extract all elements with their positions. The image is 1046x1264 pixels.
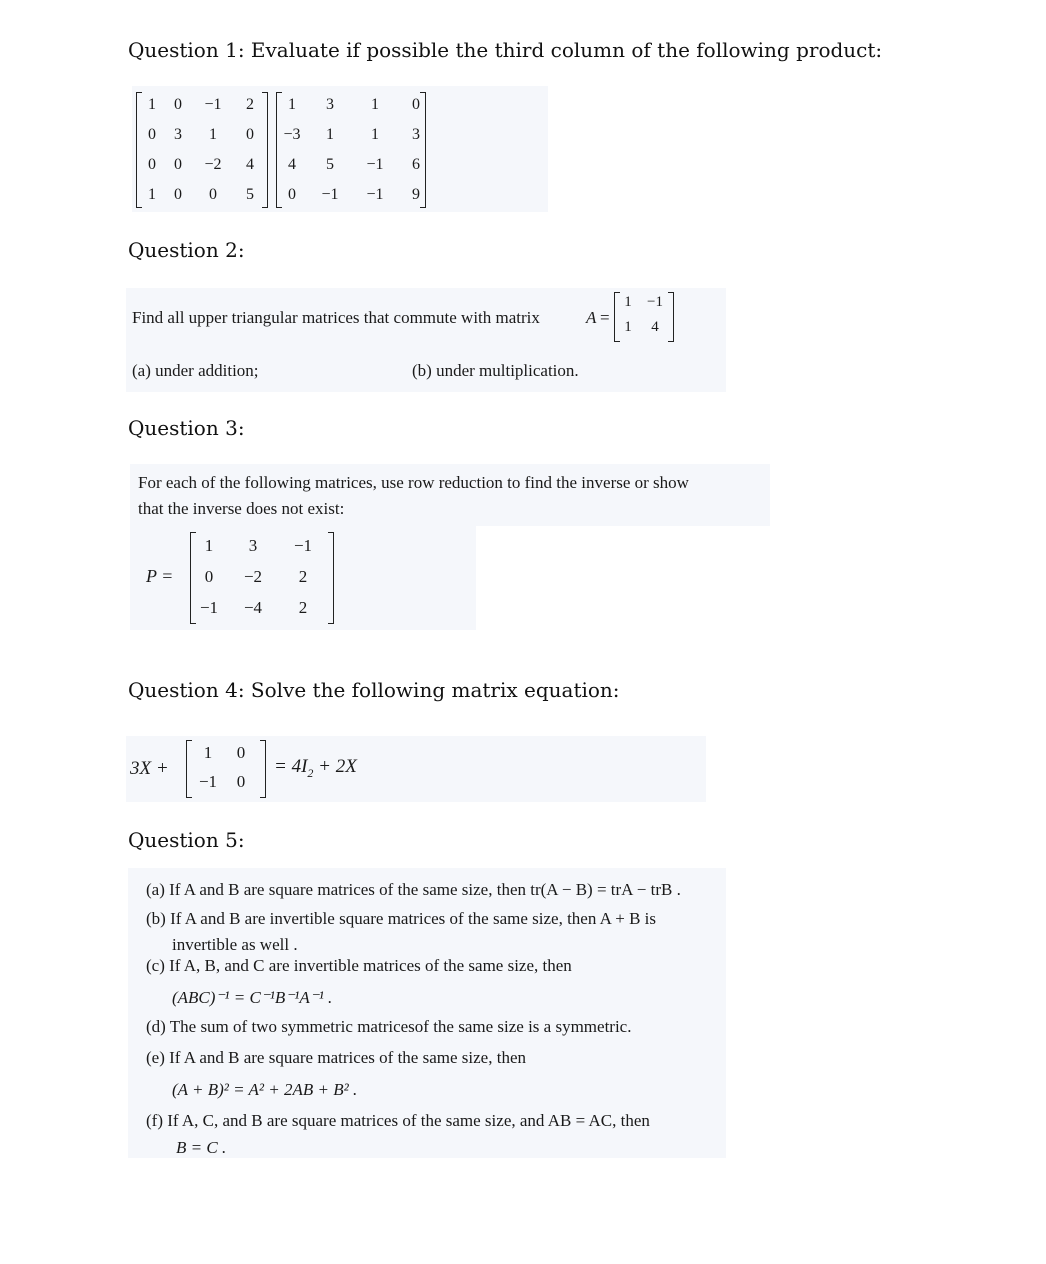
q5-item-b-line1: (b) If A and B are invertible square matrices of the same size, then A + B is <box>146 909 656 928</box>
q2-part-a: (a) under addition; <box>132 361 259 380</box>
matrix-cell: 0 <box>174 186 182 203</box>
q3-matrix-right-bracket <box>328 532 334 624</box>
matrix-cell: 0 <box>236 772 246 791</box>
question-3-title: Question 3: <box>128 416 245 440</box>
matrix-cell: −1 <box>321 186 339 203</box>
matrix-cell: 0 <box>174 96 182 113</box>
q3-text-line2: that the inverse does not exist: <box>138 499 345 518</box>
q1-matrix-b <box>278 90 436 210</box>
q5-item-b-line2: invertible as well . <box>172 935 298 954</box>
matrix-cell: 4 <box>246 156 254 173</box>
q4-rhs-sub: 2 <box>307 765 314 780</box>
matrix-cell: −1 <box>366 156 384 173</box>
q5-item-d: (d) The sum of two symmetric matricesof the same size is a symmetric. <box>146 1017 632 1036</box>
q3-label: P = <box>146 566 174 586</box>
q3-matrix <box>192 530 326 623</box>
matrix-cell: 1 <box>624 319 632 335</box>
matrix-cell: 0 <box>174 156 182 173</box>
matrix-cell: 1 <box>148 96 156 113</box>
q4-rhs <box>274 756 357 781</box>
matrix-cell: 2 <box>246 96 254 113</box>
matrix-cell: 4 <box>288 156 296 173</box>
q4-lhs: 3X + <box>130 758 169 779</box>
q4-rhs-b: + 2X <box>313 756 357 777</box>
matrix-cell: 3 <box>326 96 334 113</box>
matrix-cell: 0 <box>412 96 420 113</box>
matrix-cell: 0 <box>246 126 254 143</box>
matrix-cell: 0 <box>288 186 296 203</box>
q2-text: Find all upper triangular matrices that commute with matrix <box>132 308 540 327</box>
question-5-title: Question 5: <box>128 828 245 852</box>
matrix-cell: −4 <box>243 598 263 617</box>
matrix-cell: 1 <box>624 294 632 310</box>
matrix-cell: −1 <box>647 294 663 310</box>
matrix-cell: 4 <box>651 319 659 335</box>
matrix-cell: 3 <box>412 126 420 143</box>
q3-text-line1: For each of the following matrices, use row reduction to find the inverse or show <box>138 473 689 492</box>
matrix-cell: −3 <box>283 126 301 143</box>
matrix-cell: 3 <box>174 126 182 143</box>
q4-matrix <box>190 738 256 796</box>
q5-item-c-line2: (ABC)⁻¹ = C⁻¹B⁻¹A⁻¹ . <box>172 988 333 1007</box>
matrix-cell: −1 <box>198 772 218 791</box>
q2-part-b: (b) under multiplication. <box>412 361 579 380</box>
matrix-cell: −1 <box>366 186 384 203</box>
matrix-cell: 0 <box>236 743 246 762</box>
question-2-title: Question 2: <box>128 238 245 262</box>
matrix-cell: 1 <box>326 126 334 143</box>
q2-matrix <box>616 290 670 340</box>
q5-item-a: (a) If A and B are square matrices of the same size, then tr(A − B) = trA − trB . <box>146 880 681 899</box>
matrix-cell: 5 <box>326 156 334 173</box>
q5-item-c-line1: (c) If A, B, and C are invertible matrices of the same size, then <box>146 956 572 975</box>
matrix-cell: −1 <box>199 598 219 617</box>
matrix-cell: 1 <box>148 186 156 203</box>
matrix-cell: 1 <box>371 126 379 143</box>
matrix-cell: 2 <box>298 598 308 617</box>
matrix-cell: 0 <box>204 567 214 586</box>
q2-eq: = <box>600 308 610 327</box>
matrix-cell: −2 <box>243 567 263 586</box>
q1-matrix-a <box>140 90 266 210</box>
matrix-cell: 0 <box>148 156 156 173</box>
matrix-cell: 1 <box>288 96 296 113</box>
matrix-cell: 1 <box>204 536 214 555</box>
q5-item-e-line2: (A + B)² = A² + 2AB + B² . <box>172 1080 358 1099</box>
question-1-title: Question 1: Evaluate if possible the third column of the following product: <box>128 38 883 62</box>
matrix-cell: 2 <box>298 567 308 586</box>
q5-item-e-line1: (e) If A and B are square matrices of the same size, then <box>146 1048 526 1067</box>
q5-item-f-line2: B = C . <box>176 1138 227 1157</box>
matrix-cell: 1 <box>371 96 379 113</box>
q2-matrix-right-bracket <box>668 292 674 342</box>
q1-matrix-b-right-bracket <box>420 92 426 208</box>
matrix-cell: −2 <box>204 156 222 173</box>
q4-rhs-a: = 4I <box>274 756 308 777</box>
matrix-cell: 9 <box>412 186 420 203</box>
matrix-cell: 3 <box>248 536 258 555</box>
matrix-cell: −1 <box>293 536 313 555</box>
q2-var: A <box>586 308 597 327</box>
q5-item-f-line1: (f) If A, C, and B are square matrices of the same size, and AB = AC, then <box>146 1111 650 1130</box>
q4-matrix-right-bracket <box>260 740 266 798</box>
question-4-title: Question 4: Solve the following matrix equation: <box>128 678 620 702</box>
matrix-cell: −1 <box>204 96 222 113</box>
matrix-cell: 6 <box>412 156 420 173</box>
matrix-cell: 1 <box>203 743 213 762</box>
matrix-cell: 0 <box>148 126 156 143</box>
q1-matrix-a-right-bracket <box>262 92 268 208</box>
matrix-cell: 5 <box>246 186 254 203</box>
matrix-cell: 1 <box>209 126 217 143</box>
matrix-cell: 0 <box>209 186 217 203</box>
